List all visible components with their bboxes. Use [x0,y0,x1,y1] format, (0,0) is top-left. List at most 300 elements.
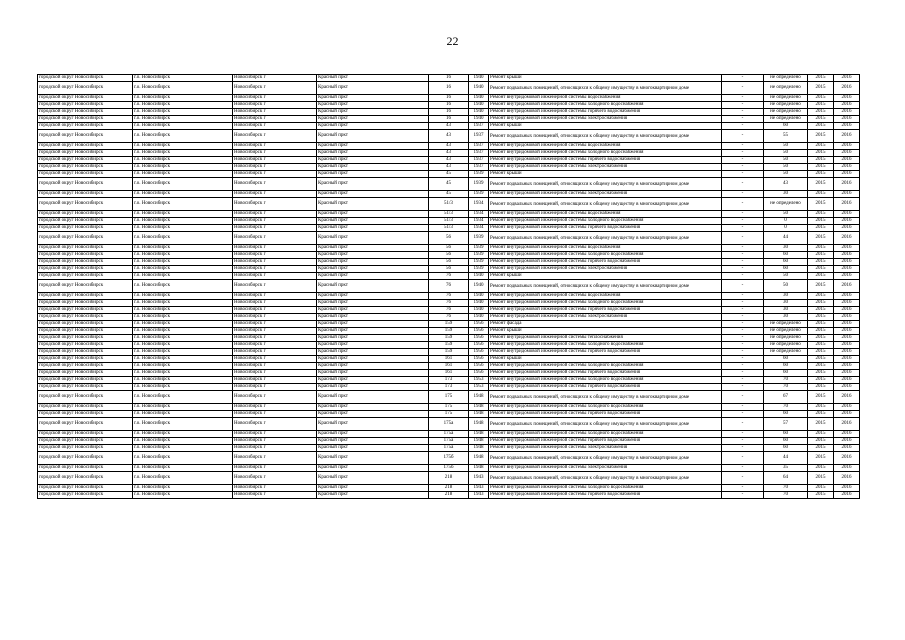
amount-cell: - [722,102,764,109]
house-cell: 218 [429,492,469,499]
cost-cell: 30 [764,191,808,198]
end-year-cell: 2016 [834,485,860,492]
cost-cell: 60 [764,259,808,266]
table-row [38,342,860,349]
cost-cell: 60 [764,445,808,452]
work-type-cell: Ремонт фасада [489,321,722,328]
district-cell: городской округ Новосибирск [38,109,133,116]
year-cell: 1948 [469,411,489,418]
end-year-cell: 2016 [834,472,860,485]
work-type-cell: Ремонт внутридомовой инженерной системы электроснабжения [489,266,722,273]
end-year-cell: 2016 [834,191,860,198]
district-cell: городской округ Новосибирск [38,472,133,485]
table-row [38,191,860,198]
end-year-cell: 2016 [834,438,860,445]
cost-cell: не определено [764,95,808,102]
district-cell: городской округ Новосибирск [38,232,133,245]
street-cell: Красный пркт [317,370,429,377]
cost-cell: 50 [764,157,808,164]
end-year-cell: 2016 [834,452,860,465]
amount-cell: - [722,130,764,143]
year-cell: 1956 [469,328,489,335]
work-type-cell: Ремонт внутридомовой инженерной системы горячего водоснабжения [489,370,722,377]
locality-cell: Новосибирск г [233,328,317,335]
district-cell: городской округ Новосибирск [38,150,133,157]
locality-cell: Новосибирск г [233,232,317,245]
end-year-cell: 2016 [834,116,860,123]
city-cell: г.о. Новосибирск [133,411,233,418]
street-cell: Красный пркт [317,75,429,82]
district-cell: городской округ Новосибирск [38,370,133,377]
locality-cell: Новосибирск г [233,321,317,328]
locality-cell: Новосибирск г [233,150,317,157]
street-cell: Красный пркт [317,431,429,438]
cost-cell: 60 [764,438,808,445]
start-year-cell: 2015 [808,82,834,95]
end-year-cell: 2016 [834,75,860,82]
end-year-cell: 2016 [834,293,860,300]
work-type-cell: Ремонт внутридомовой инженерной системы электроснабжения [489,465,722,472]
cost-cell: 50 [764,273,808,280]
end-year-cell: 2016 [834,411,860,418]
work-type-cell: Ремонт внутридомовой инженерной системы горячего водоснабжения [489,492,722,499]
district-cell: городской округ Новосибирск [38,95,133,102]
house-cell: 45 [429,171,469,178]
table-row [38,109,860,116]
city-cell: г.о. Новосибирск [133,465,233,472]
house-cell: 159 [429,349,469,356]
start-year-cell: 2015 [808,349,834,356]
cost-cell: 64 [764,472,808,485]
locality-cell: Новосибирск г [233,280,317,293]
year-cell: 1940 [469,75,489,82]
end-year-cell: 2016 [834,130,860,143]
end-year-cell: 2016 [834,123,860,130]
street-cell: Красный пркт [317,109,429,116]
house-cell: 175а [429,418,469,431]
start-year-cell: 2015 [808,252,834,259]
city-cell: г.о. Новосибирск [133,225,233,232]
year-cell: 1943 [469,492,489,499]
street-cell: Красный пркт [317,116,429,123]
locality-cell: Новосибирск г [233,307,317,314]
house-cell: 161 [429,370,469,377]
house-cell: 16 [429,82,469,95]
table-row [38,116,860,123]
table-row [38,171,860,178]
table-row [38,404,860,411]
start-year-cell: 2015 [808,75,834,82]
end-year-cell: 2016 [834,225,860,232]
city-cell: г.о. Новосибирск [133,211,233,218]
city-cell: г.о. Новосибирск [133,335,233,342]
city-cell: г.о. Новосибирск [133,321,233,328]
district-cell: городской округ Новосибирск [38,218,133,225]
district-cell: городской округ Новосибирск [38,465,133,472]
cost-cell: 35 [764,465,808,472]
locality-cell: Новосибирск г [233,225,317,232]
cost-cell: 67 [764,391,808,404]
district-cell: городской округ Новосибирск [38,116,133,123]
district-cell: городской округ Новосибирск [38,363,133,370]
work-type-cell: Ремонт внутридомовой инженерной системы водоснабжения [489,143,722,150]
table-row [38,472,860,485]
house-cell: 175а [429,438,469,445]
year-cell: 1939 [469,252,489,259]
city-cell: г.о. Новосибирск [133,485,233,492]
year-cell: 1940 [469,116,489,123]
table-row [38,492,860,499]
amount-cell: - [722,293,764,300]
table-row [38,245,860,252]
locality-cell: Новосибирск г [233,198,317,211]
amount-cell: - [722,164,764,171]
work-type-cell: Ремонт внутридомовой инженерной системы холодного водоснабжения [489,102,722,109]
end-year-cell: 2016 [834,95,860,102]
work-type-cell: Ремонт внутридомовой инженерной системы водоснабжения [489,293,722,300]
table-row [38,232,860,245]
start-year-cell: 2015 [808,95,834,102]
end-year-cell: 2016 [834,218,860,225]
locality-cell: Новосибирск г [233,245,317,252]
house-cell: 16 [429,109,469,116]
work-type-cell: Ремонт внутридомовой инженерной системы холодного водоснабжения [489,300,722,307]
year-cell: 1934 [469,225,489,232]
locality-cell: Новосибирск г [233,82,317,95]
district-cell: городской округ Новосибирск [38,75,133,82]
amount-cell: - [722,377,764,384]
amount-cell: - [722,211,764,218]
district-cell: городской округ Новосибирск [38,280,133,293]
locality-cell: Новосибирск г [233,404,317,411]
house-cell: 159 [429,342,469,349]
amount-cell: - [722,485,764,492]
cost-cell: 55 [764,130,808,143]
locality-cell: Новосибирск г [233,293,317,300]
district-cell: городской округ Новосибирск [38,404,133,411]
street-cell: Красный пркт [317,452,429,465]
amount-cell: - [722,363,764,370]
street-cell: Красный пркт [317,225,429,232]
amount-cell: - [722,452,764,465]
end-year-cell: 2016 [834,431,860,438]
locality-cell: Новосибирск г [233,95,317,102]
locality-cell: Новосибирск г [233,472,317,485]
cost-cell: 60 [764,363,808,370]
year-cell: 1940 [469,314,489,321]
year-cell: 1943 [469,485,489,492]
work-type-cell: Ремонт крыши [489,328,722,335]
year-cell: 1937 [469,143,489,150]
start-year-cell: 2015 [808,130,834,143]
year-cell: 1934 [469,218,489,225]
table-row [38,102,860,109]
cost-cell: 30 [764,300,808,307]
cost-cell: 50 [764,211,808,218]
amount-cell: - [722,321,764,328]
district-cell: городской округ Новосибирск [38,307,133,314]
start-year-cell: 2015 [808,273,834,280]
district-cell: городской округ Новосибирск [38,431,133,438]
amount-cell: - [722,259,764,266]
start-year-cell: 2015 [808,178,834,191]
start-year-cell: 2015 [808,123,834,130]
cost-cell: не определено [764,335,808,342]
work-type-cell: Ремонт внутридомовой инженерной системы горячего водоснабжения [489,438,722,445]
amount-cell: - [722,198,764,211]
year-cell: 1956 [469,356,489,363]
city-cell: г.о. Новосибирск [133,266,233,273]
end-year-cell: 2016 [834,102,860,109]
start-year-cell: 2015 [808,300,834,307]
cost-cell: 44 [764,232,808,245]
city-cell: г.о. Новосибирск [133,328,233,335]
end-year-cell: 2016 [834,300,860,307]
start-year-cell: 2015 [808,472,834,485]
city-cell: г.о. Новосибирск [133,492,233,499]
year-cell: 1948 [469,404,489,411]
work-type-cell: Ремонт внутридомовой инженерной системы водоснабжения [489,211,722,218]
district-cell: городской округ Новосибирск [38,452,133,465]
house-cell: 43 [429,157,469,164]
locality-cell: Новосибирск г [233,492,317,499]
work-type-cell: Ремонт внутридомовой инженерной системы горячего водоснабжения [489,411,722,418]
end-year-cell: 2016 [834,252,860,259]
year-cell: 1939 [469,266,489,273]
amount-cell: - [722,109,764,116]
start-year-cell: 2015 [808,411,834,418]
cost-cell: 43 [764,178,808,191]
amount-cell: - [722,116,764,123]
year-cell: 1940 [469,95,489,102]
table-row [38,225,860,232]
house-cell: 76 [429,293,469,300]
start-year-cell: 2015 [808,391,834,404]
district-cell: городской округ Новосибирск [38,335,133,342]
amount-cell: - [722,328,764,335]
start-year-cell: 2015 [808,356,834,363]
street-cell: Красный пркт [317,293,429,300]
house-cell: 175 [429,391,469,404]
cost-cell: 60 [764,123,808,130]
district-cell: городской округ Новосибирск [38,492,133,499]
locality-cell: Новосибирск г [233,349,317,356]
city-cell: г.о. Новосибирск [133,102,233,109]
district-cell: городской округ Новосибирск [38,418,133,431]
street-cell: Красный пркт [317,266,429,273]
street-cell: Красный пркт [317,485,429,492]
locality-cell: Новосибирск г [233,130,317,143]
start-year-cell: 2015 [808,280,834,293]
street-cell: Красный пркт [317,363,429,370]
street-cell: Красный пркт [317,130,429,143]
start-year-cell: 2015 [808,245,834,252]
locality-cell: Новосибирск г [233,191,317,198]
city-cell: г.о. Новосибирск [133,431,233,438]
year-cell: 1939 [469,191,489,198]
work-type-cell: Ремонт внутридомовой инженерной системы холодного водоснабжения [489,485,722,492]
cost-cell: не определено [764,321,808,328]
year-cell: 1937 [469,123,489,130]
start-year-cell: 2015 [808,143,834,150]
district-cell: городской округ Новосибирск [38,445,133,452]
cost-cell: не определено [764,109,808,116]
start-year-cell: 2015 [808,109,834,116]
district-cell: городской округ Новосибирск [38,377,133,384]
start-year-cell: 2015 [808,150,834,157]
amount-cell: - [722,95,764,102]
cost-cell: 50 [764,164,808,171]
street-cell: Красный пркт [317,273,429,280]
house-cell: 51/3 [429,211,469,218]
table-row [38,314,860,321]
start-year-cell: 2015 [808,116,834,123]
work-type-cell: Ремонт крыши [489,273,722,280]
work-type-cell: Ремонт внутридомовой инженерной системы холодного водоснабжения [489,404,722,411]
start-year-cell: 2015 [808,492,834,499]
work-type-cell: Ремонт внутридомовой инженерной системы горячего водоснабжения [489,307,722,314]
table-row [38,485,860,492]
work-type-cell: Ремонт внутридомовой инженерной системы электроснабжения [489,445,722,452]
amount-cell: - [722,438,764,445]
end-year-cell: 2016 [834,321,860,328]
district-cell: городской округ Новосибирск [38,252,133,259]
start-year-cell: 2015 [808,164,834,171]
work-type-cell: Ремонт подвальных помещений, относящихся к общему имуществу в многоквартирном доме [489,130,722,143]
house-cell: 56 [429,259,469,266]
end-year-cell: 2016 [834,109,860,116]
table-row [38,370,860,377]
start-year-cell: 2015 [808,404,834,411]
house-cell: 175а [429,445,469,452]
year-cell: 1934 [469,198,489,211]
end-year-cell: 2016 [834,418,860,431]
table-row [38,356,860,363]
amount-cell: - [722,411,764,418]
district-cell: городской округ Новосибирск [38,411,133,418]
street-cell: Красный пркт [317,328,429,335]
table-row [38,328,860,335]
locality-cell: Новосибирск г [233,116,317,123]
city-cell: г.о. Новосибирск [133,349,233,356]
city-cell: г.о. Новосибирск [133,418,233,431]
street-cell: Красный пркт [317,404,429,411]
table-row [38,349,860,356]
amount-cell: - [722,418,764,431]
cost-cell: 57 [764,418,808,431]
street-cell: Красный пркт [317,342,429,349]
district-cell: городской округ Новосибирск [38,391,133,404]
year-cell: 1940 [469,82,489,95]
end-year-cell: 2016 [834,280,860,293]
repair-schedule-table [37,74,860,499]
table-row [38,377,860,384]
street-cell: Красный пркт [317,492,429,499]
cost-cell: 30 [764,245,808,252]
cost-cell: не определено [764,349,808,356]
amount-cell: - [722,404,764,411]
city-cell: г.о. Новосибирск [133,218,233,225]
amount-cell: - [722,349,764,356]
district-cell: городской округ Новосибирск [38,438,133,445]
street-cell: Красный пркт [317,178,429,191]
district-cell: городской округ Новосибирск [38,384,133,391]
house-cell: 175 [429,404,469,411]
table-row [38,164,860,171]
table-row [38,418,860,431]
city-cell: г.о. Новосибирск [133,356,233,363]
locality-cell: Новосибирск г [233,143,317,150]
street-cell: Красный пркт [317,418,429,431]
table-row [38,321,860,328]
city-cell: г.о. Новосибирск [133,370,233,377]
work-type-cell: Ремонт внутридомовой инженерной системы теплоснабжения [489,335,722,342]
locality-cell: Новосибирск г [233,273,317,280]
house-cell: 16 [429,116,469,123]
amount-cell: - [722,178,764,191]
locality-cell: Новосибирск г [233,485,317,492]
house-cell: 175 [429,411,469,418]
amount-cell: - [722,472,764,485]
amount-cell: - [722,232,764,245]
street-cell: Красный пркт [317,143,429,150]
house-cell: 218 [429,472,469,485]
locality-cell: Новосибирск г [233,452,317,465]
cost-cell: 50 [764,171,808,178]
end-year-cell: 2016 [834,273,860,280]
work-type-cell: Ремонт внутридомовой инженерной системы электроснабжения [489,116,722,123]
locality-cell: Новосибирск г [233,266,317,273]
end-year-cell: 2016 [834,198,860,211]
street-cell: Красный пркт [317,321,429,328]
locality-cell: Новосибирск г [233,218,317,225]
district-cell: городской округ Новосибирск [38,102,133,109]
city-cell: г.о. Новосибирск [133,164,233,171]
district-cell: городской округ Новосибирск [38,273,133,280]
table-row [38,335,860,342]
table-row [38,384,860,391]
work-type-cell: Ремонт внутридомовой инженерной системы холодного водоснабжения [489,342,722,349]
year-cell: 1948 [469,465,489,472]
district-cell: городской округ Новосибирск [38,266,133,273]
locality-cell: Новосибирск г [233,411,317,418]
year-cell: 1934 [469,211,489,218]
amount-cell: - [722,431,764,438]
locality-cell: Новосибирск г [233,171,317,178]
cost-cell: не определено [764,75,808,82]
district-cell: городской округ Новосибирск [38,82,133,95]
cost-cell: 70 [764,377,808,384]
table-row [38,300,860,307]
house-cell: 161 [429,356,469,363]
table-row [38,143,860,150]
street-cell: Красный пркт [317,465,429,472]
start-year-cell: 2015 [808,198,834,211]
year-cell: 1953 [469,384,489,391]
year-cell: 1940 [469,307,489,314]
start-year-cell: 2015 [808,293,834,300]
end-year-cell: 2016 [834,178,860,191]
amount-cell: - [722,314,764,321]
cost-cell: не определено [764,116,808,123]
amount-cell: - [722,143,764,150]
year-cell: 1939 [469,259,489,266]
year-cell: 1956 [469,342,489,349]
start-year-cell: 2015 [808,465,834,472]
table-row [38,150,860,157]
house-cell: 76 [429,307,469,314]
work-type-cell: Ремонт подвальных помещений, относящихся к общему имуществу в многоквартирном доме [489,280,722,293]
